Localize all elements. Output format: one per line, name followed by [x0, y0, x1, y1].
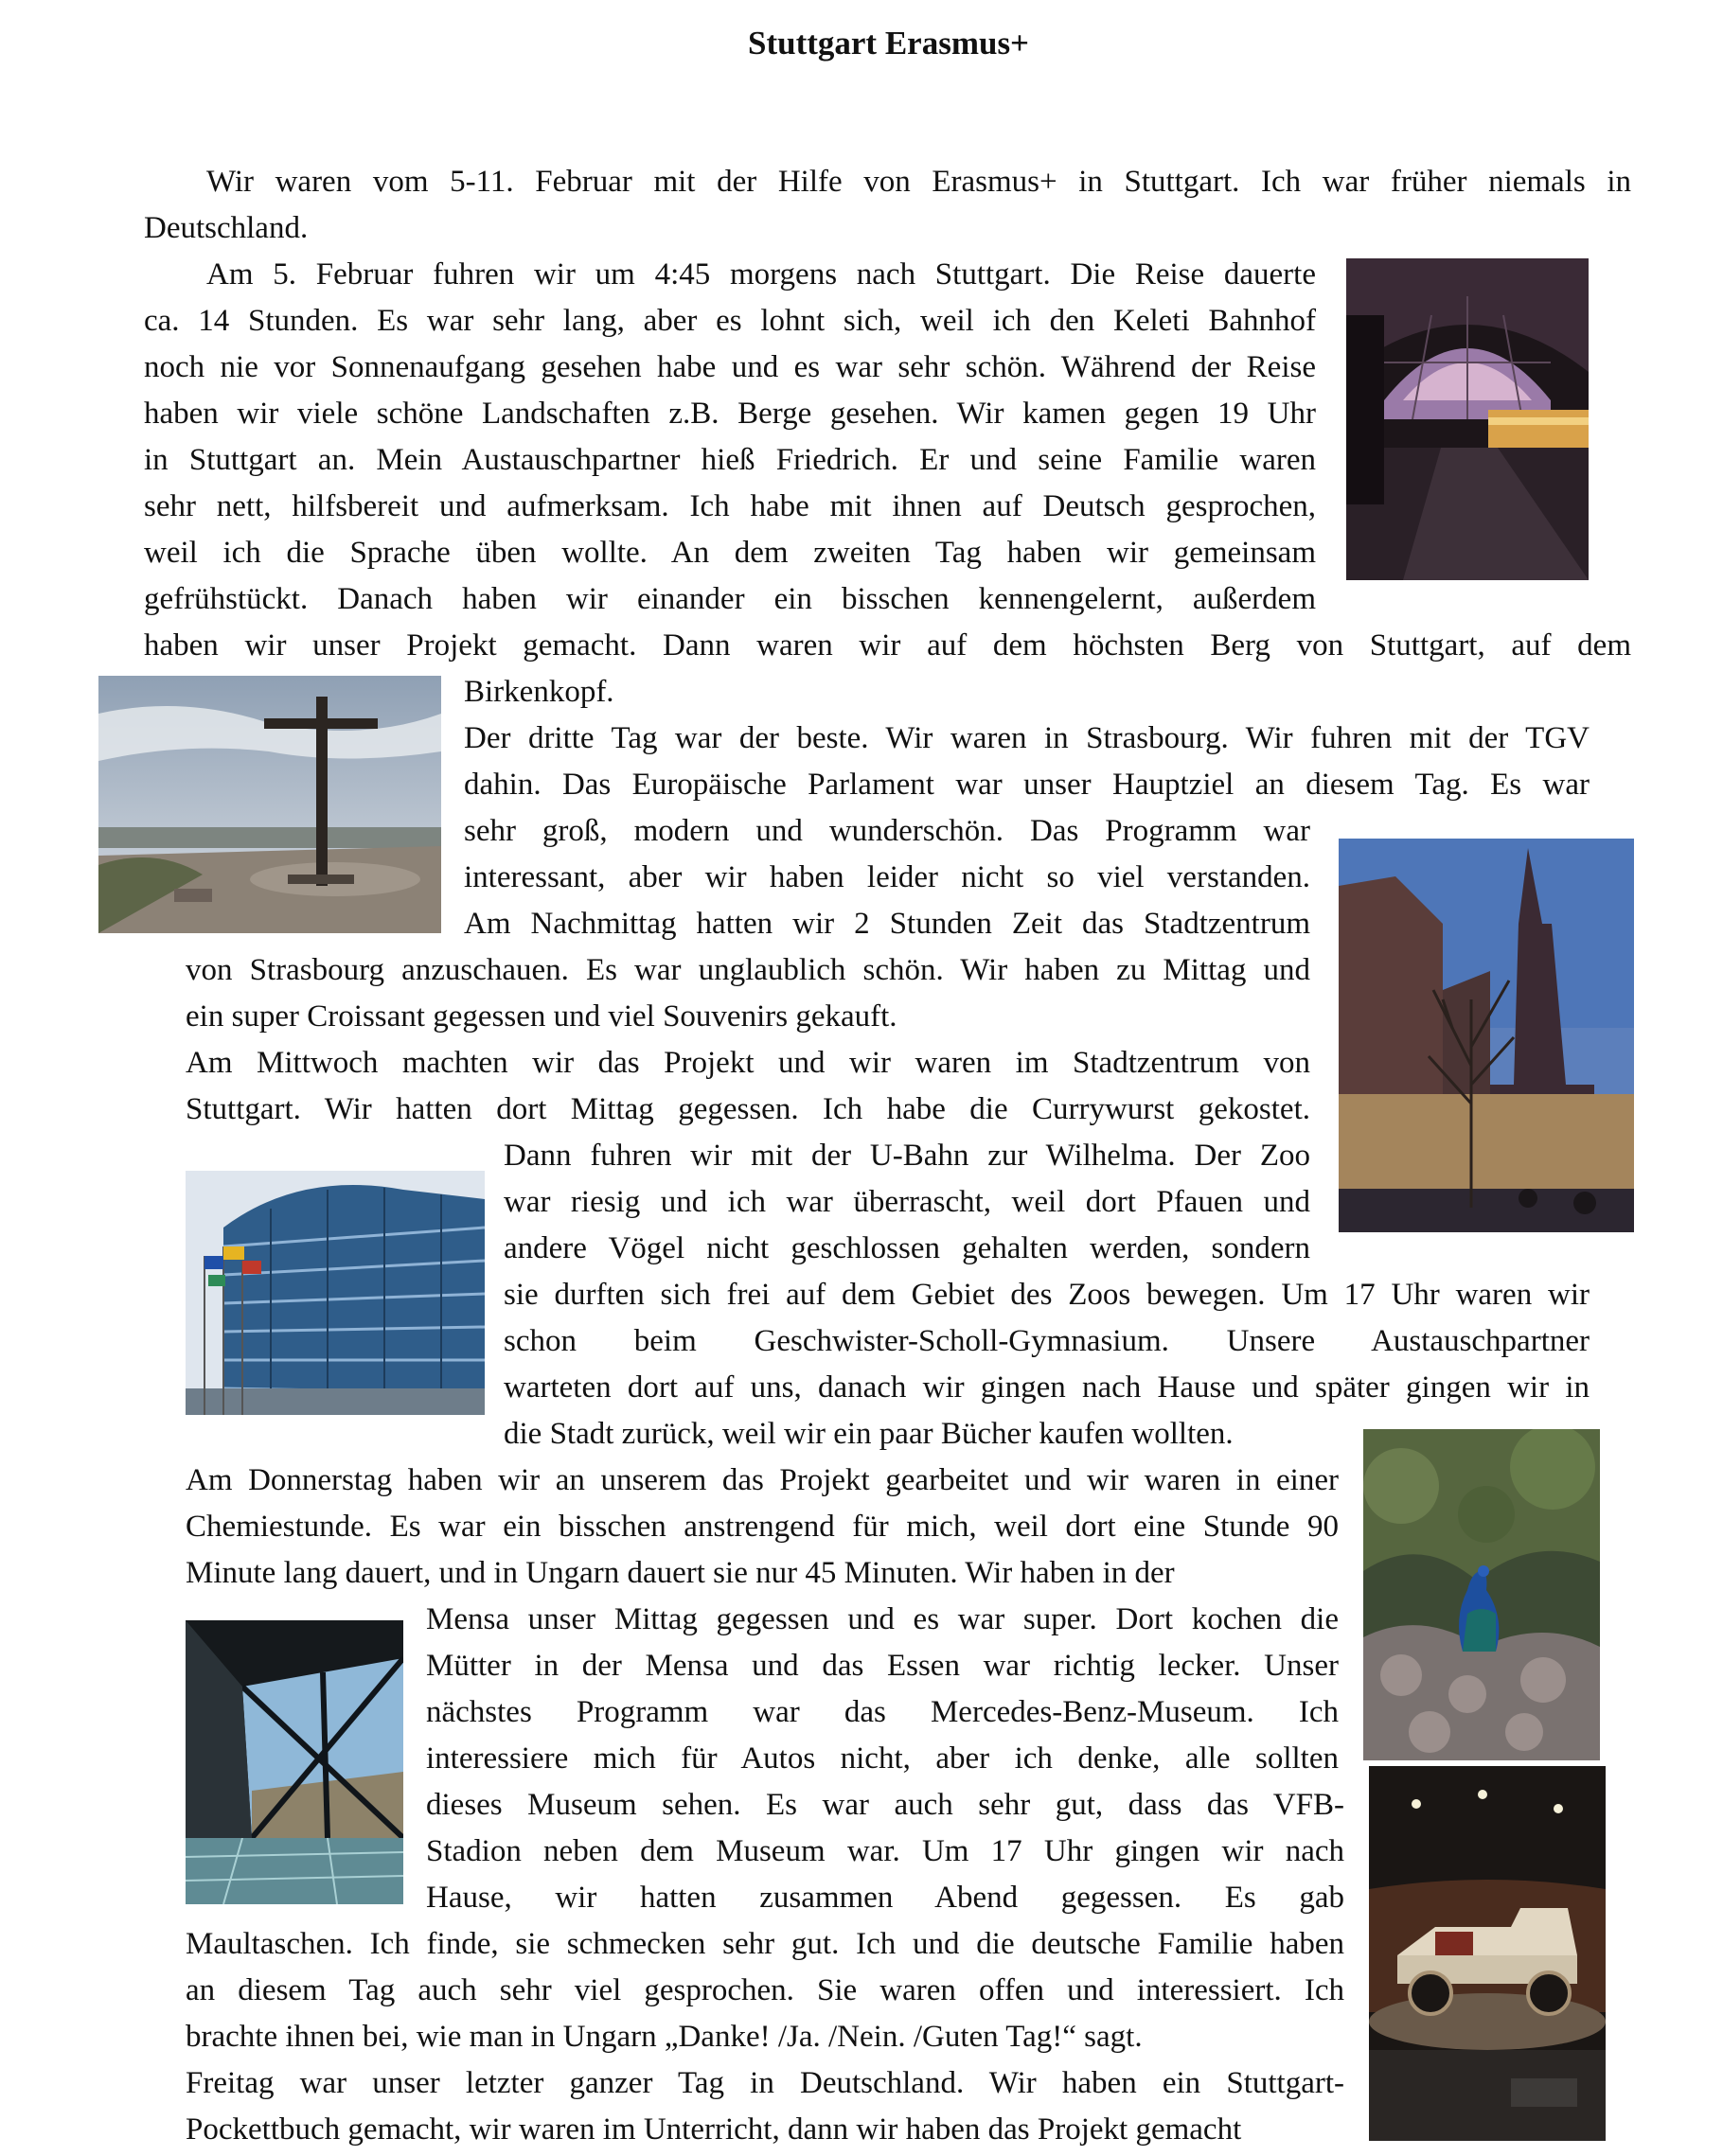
text-line: Deutschland. — [144, 211, 309, 245]
text-line: in Stuttgart an. Mein Austauschpartner hieß Friedrich. Er und seine Familie waren — [144, 443, 1316, 477]
strasbourg-cathedral-photo — [1339, 839, 1634, 1232]
text-line: andere Vögel nicht geschlossen gehalten werden, sondern — [504, 1231, 1310, 1265]
text-line: war riesig und ich war überrascht, weil dort Pfauen und — [504, 1185, 1310, 1219]
text-line: Freitag war unser letzter ganzer Tag in Deutschland. Wir haben ein Stuttgart- — [186, 2066, 1344, 2100]
tower-window-view-photo — [186, 1620, 403, 1904]
text-line: interessant, aber wir haben leider nicht so viel verstanden. — [464, 860, 1310, 894]
text-line: haben wir viele schöne Landschaften z.B. Berge gesehen. Wir kamen gegen 19 Uhr — [144, 397, 1316, 431]
text-line: Am Donnerstag haben wir an unserem das Projekt gearbeitet und wir waren in einer — [186, 1463, 1339, 1497]
text-line: Wir waren vom 5-11. Februar mit der Hilfe von Erasmus+ in Stuttgart. Ich war früher niemals in — [206, 165, 1631, 199]
text-line: die Stadt zurück, weil wir ein paar Bücher kaufen wollten. — [504, 1417, 1234, 1451]
text-line: Pockettbuch gemacht, wir waren im Unterricht, dann wir haben das Projekt gemacht — [186, 2112, 1242, 2147]
text-line: Hause, wir hatten zusammen Abend gegessen. Es gab — [426, 1881, 1344, 1915]
text-line: Stadion neben dem Museum war. Um 17 Uhr gingen wir nach — [426, 1834, 1344, 1868]
train-station-photo — [1346, 258, 1589, 580]
text-line: an diesem Tag auch sehr viel gesprochen. Sie waren offen und interessiert. Ich — [186, 1973, 1344, 2007]
text-line: ca. 14 Stunden. Es war sehr lang, aber es lohnt sich, weil ich den Keleti Bahnhof — [144, 304, 1316, 338]
text-line: sehr groß, modern und wunderschön. Das Programm war — [464, 814, 1310, 848]
text-line: noch nie vor Sonnenaufgang gesehen habe und es war sehr schön. Während der Reise — [144, 350, 1316, 384]
text-line: Birkenkopf. — [464, 675, 614, 709]
text-line: Am 5. Februar fuhren wir um 4:45 morgens nach Stuttgart. Die Reise dauerte — [206, 257, 1316, 292]
document-title: Stuttgart Erasmus+ — [747, 25, 1030, 62]
text-line: Der dritte Tag war der beste. Wir waren in Strasbourg. Wir fuhren mit der TGV — [464, 721, 1590, 755]
birkenkopf-cross-photo — [98, 676, 441, 933]
text-line: ein super Croissant gegessen und viel Souvenirs gekauft. — [186, 999, 897, 1034]
text-line: dieses Museum sehen. Es war auch sehr gut, dass das VFB- — [426, 1788, 1344, 1822]
text-line: Chemiestunde. Es war ein bisschen anstrengend für mich, weil dort eine Stunde 90 — [186, 1510, 1339, 1544]
text-line: Mensa unser Mittag gegessen und es war super. Dort kochen die — [426, 1602, 1339, 1636]
text-line: interessiere mich für Autos nicht, aber ich denke, alle sollten — [426, 1741, 1339, 1776]
text-line: Dann fuhren wir mit der U-Bahn zur Wilhelma. Der Zoo — [504, 1139, 1310, 1173]
text-line: schon beim Geschwister-Scholl-Gymnasium. Unsere Austauschpartner — [504, 1324, 1590, 1358]
text-line: sie durften sich frei auf dem Gebiet des Zoos bewegen. Um 17 Uhr waren wir — [504, 1278, 1590, 1312]
text-line: Am Mittwoch machten wir das Projekt und wir waren im Stadtzentrum von — [186, 1046, 1310, 1080]
text-line: Am Nachmittag hatten wir 2 Stunden Zeit das Stadtzentrum — [464, 907, 1310, 941]
text-line: weil ich die Sprache üben wollte. An dem zweiten Tag haben wir gemeinsam — [144, 536, 1316, 570]
text-line: nächstes Programm war das Mercedes-Benz-Museum. Ich — [426, 1695, 1339, 1729]
text-line: Mütter in der Mensa und das Essen war richtig lecker. Unser — [426, 1649, 1339, 1683]
text-line: sehr nett, hilfsbereit und aufmerksam. Ich habe mit ihnen auf Deutsch gesprochen, — [144, 489, 1316, 523]
text-line: dahin. Das Europäische Parlament war unser Hauptziel an diesem Tag. Es war — [464, 768, 1590, 802]
text-line: gefrühstückt. Danach haben wir einander ein bisschen kennengelernt, außerdem — [144, 582, 1316, 616]
mercedes-museum-car-photo — [1369, 1766, 1606, 2141]
text-line: Maultaschen. Ich finde, sie schmecken sehr gut. Ich und die deutsche Familie haben — [186, 1927, 1344, 1961]
text-line: brachte ihnen bei, wie man in Ungarn „Danke! /Ja. /Nein. /Guten Tag!“ sagt. — [186, 2020, 1143, 2054]
peacock-photo — [1363, 1429, 1600, 1760]
text-line: haben wir unser Projekt gemacht. Dann waren wir auf dem höchsten Berg von Stuttgart, auf dem — [144, 628, 1631, 663]
text-line: Minute lang dauert, und in Ungarn dauert sie nur 45 Minuten. Wir haben in der — [186, 1556, 1175, 1590]
text-line: Stuttgart. Wir hatten dort Mittag gegessen. Ich habe die Currywurst gekostet. — [186, 1092, 1310, 1126]
text-line: warteten dort auf uns, danach wir gingen nach Hause und später gingen wir in — [504, 1370, 1590, 1405]
text-line: von Strasbourg anzuschauen. Es war unglaublich schön. Wir haben zu Mittag und — [186, 953, 1310, 987]
european-parliament-photo — [186, 1171, 485, 1415]
